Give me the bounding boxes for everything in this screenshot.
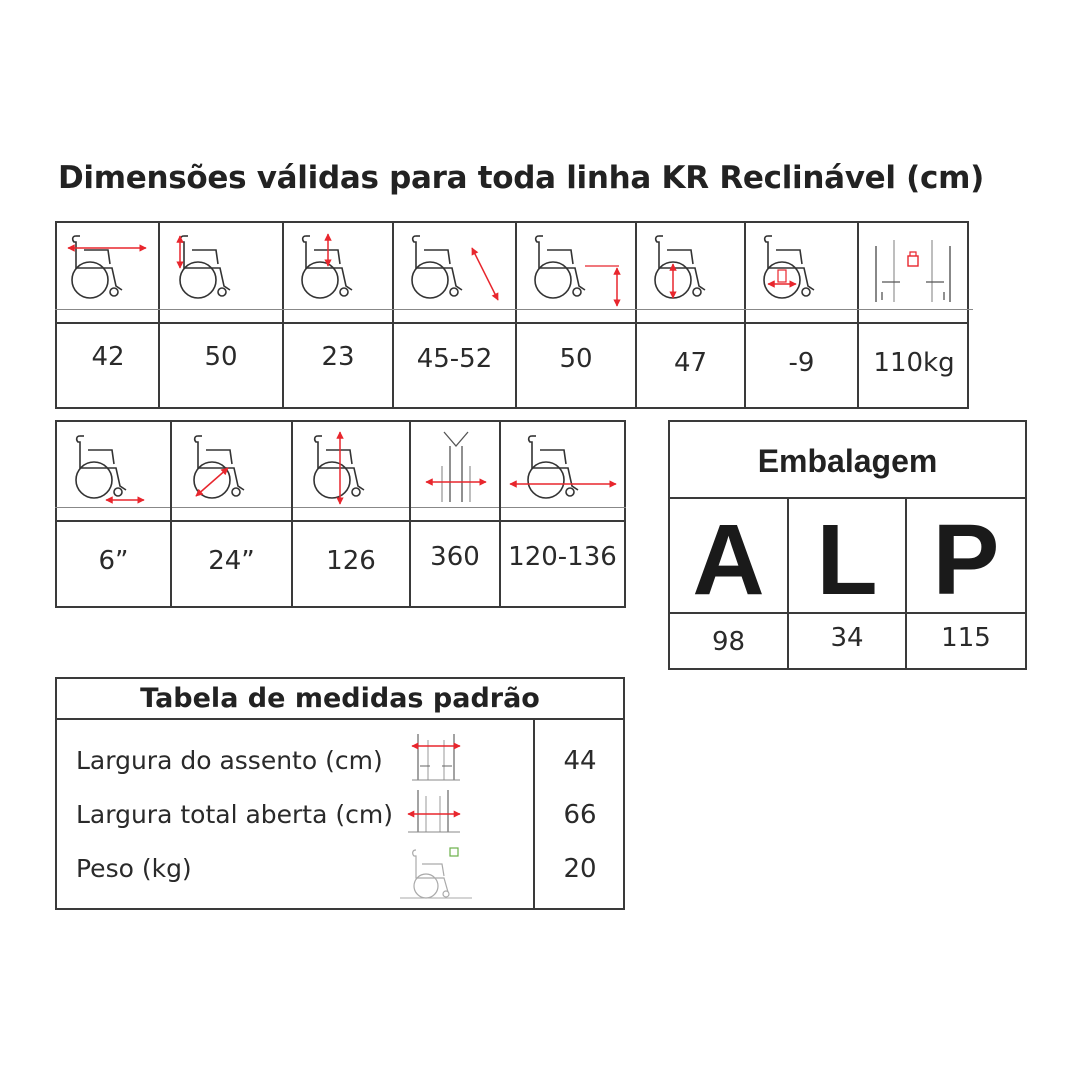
total-height-icon <box>304 428 400 508</box>
max-weight-icon <box>866 226 970 310</box>
packaging-depth-value: 115 <box>941 623 991 653</box>
packaging-letter-height: A <box>692 504 765 616</box>
recline-icon <box>754 228 850 308</box>
leg-length-value: 45-52 <box>416 344 493 374</box>
leg-length-icon <box>402 228 506 308</box>
seat-depth-value: 47 <box>673 348 708 378</box>
rear-wheel-icon <box>184 428 284 508</box>
total-width-std-value: 66 <box>563 800 597 830</box>
rear-wheel-value: 24” <box>208 546 255 576</box>
backrest-height-icon <box>170 228 270 308</box>
armrest-height-value: 23 <box>321 342 355 372</box>
page-title: Dimensões válidas para toda linha KR Reclinável (cm) <box>58 160 984 196</box>
seat-height-value: 50 <box>559 344 593 374</box>
backrest-height-value: 50 <box>204 342 238 372</box>
total-width-front-icon <box>404 784 464 838</box>
packaging-width-value: 34 <box>830 623 864 653</box>
total-length-value: 120-136 <box>508 542 617 572</box>
seat-width-front-icon <box>408 730 464 784</box>
weight-label: Peso (kg) <box>76 854 192 883</box>
front-wheel-icon <box>66 428 162 508</box>
packaging-height-value: 98 <box>711 627 746 657</box>
max-weight-value: 110kg <box>873 348 955 378</box>
packaging-letter-depth: P <box>932 504 1000 616</box>
packaging-title: Embalagem <box>757 443 938 479</box>
seat-width-value: 42 <box>91 342 125 372</box>
seat-depth-icon <box>645 228 735 308</box>
packaging-letter-width: L <box>816 504 878 616</box>
seat-height-icon <box>525 228 629 308</box>
total-height-value: 126 <box>326 546 376 576</box>
front-wheel-value: 6” <box>98 546 129 576</box>
total-width-label: Largura total aberta (cm) <box>76 800 393 829</box>
seat-width-std-value: 44 <box>563 746 597 776</box>
seat-width-label: Largura do assento (cm) <box>76 746 383 775</box>
seat-width-icon <box>62 228 152 308</box>
folded-width-icon <box>418 426 494 510</box>
standard-table-title: Tabela de medidas padrão <box>140 683 540 714</box>
folded-width-value: 360 <box>430 542 480 572</box>
weight-icon <box>396 838 476 902</box>
recline-value: -9 <box>788 348 815 378</box>
weight-std-value: 20 <box>563 854 597 884</box>
total-length-icon <box>506 428 620 508</box>
armrest-height-icon <box>292 228 382 308</box>
